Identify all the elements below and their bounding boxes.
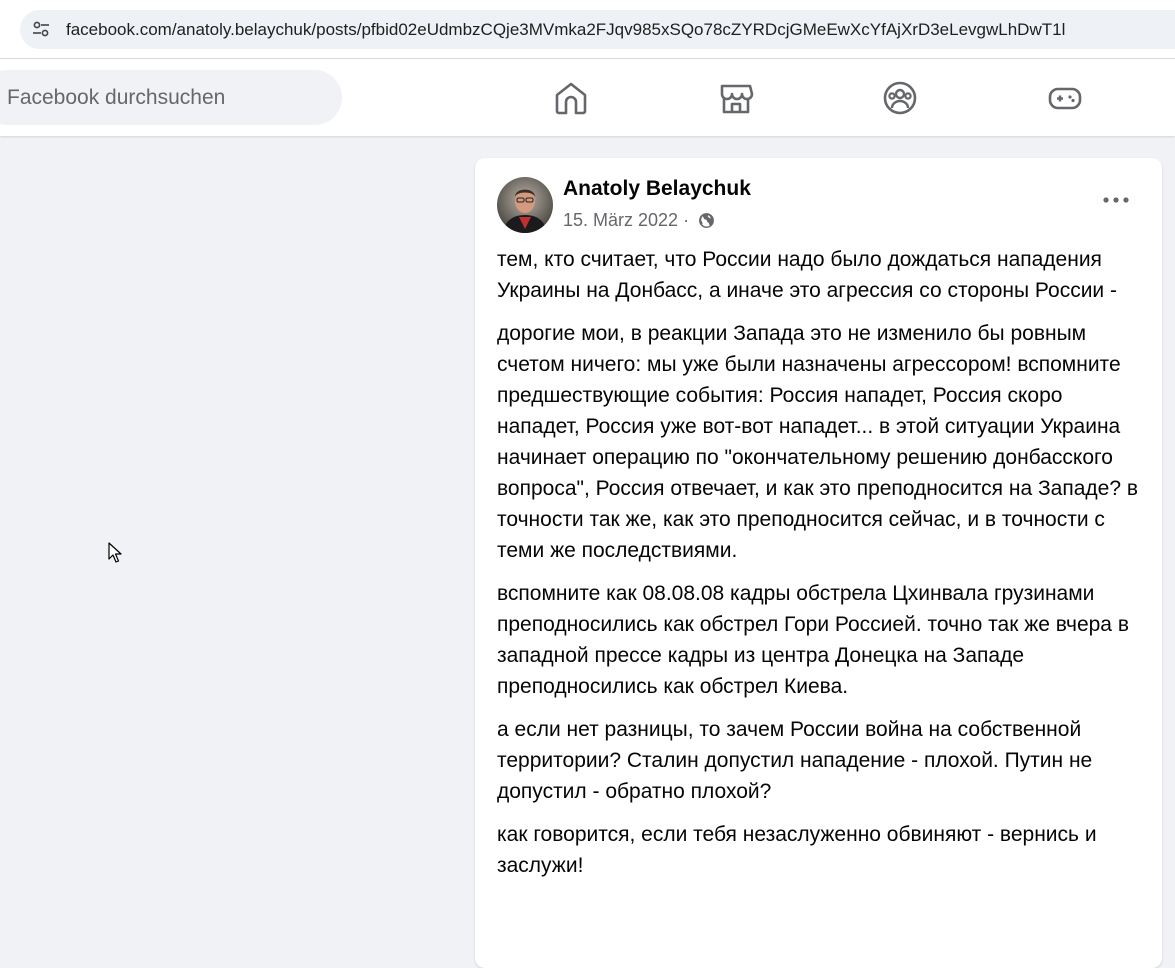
- globe-icon[interactable]: [698, 212, 715, 229]
- home-icon[interactable]: [551, 78, 591, 118]
- post-paragraph: тем, кто считает, что России надо было дождаться нападения Украины на Донбасс, а иначе это агрессия со стороны России -: [497, 248, 1117, 302]
- browser-toolbar: [0, 0, 1175, 59]
- facebook-header: [0, 59, 1175, 136]
- groups-icon[interactable]: [880, 78, 920, 118]
- post-meta: [563, 209, 715, 231]
- marketplace-icon[interactable]: [716, 78, 756, 118]
- more-horizontal-icon[interactable]: [1101, 188, 1131, 212]
- gaming-icon[interactable]: [1045, 78, 1085, 118]
- post-paragraph: как говорится, если тебя незаслуженно обвиняют - вернись и заслужи!: [497, 823, 1097, 877]
- profile-photo: [497, 177, 553, 233]
- tune-icon[interactable]: [32, 20, 50, 38]
- search-input[interactable]: [0, 70, 342, 125]
- post-author[interactable]: Anatoly Belaychuk: [563, 177, 751, 200]
- post-paragraph: вспомните как 08.08.08 кадры обстрела Цхинвала грузинами преподносились как обстрел Гори Россией. точно так же вчера в западной прессе кадры из центра Донецка на Западе преподносились как обстрел Киева.: [497, 582, 1129, 698]
- post-card: [475, 158, 1162, 968]
- post-date[interactable]: 15. März 2022: [563, 210, 679, 230]
- meta-separator: ·: [683, 210, 690, 230]
- avatar[interactable]: [497, 177, 553, 233]
- address-bar[interactable]: [20, 10, 1175, 49]
- post-paragraph: дорогие мои, в реакции Запада это не изменило бы ровным счетом ничего: мы уже были назначены агрессором! вспомните предшествующие события: Россия нападет, Россия скоро нападет, Россия уже вот-вот нападет... в этой ситуации Украина начинает операцию по "окончательному решению донбасского вопроса", Россия отвечает, и как это преподносится на Западе? в точности так же, как это преподносится сейчас, и в точности с теми же последствиями.: [497, 322, 1138, 562]
- post-paragraph: а если нет разницы, то зачем России война на собственной территории? Сталин допустил нападение - плохой. Путин не допустил - обратно плохой?: [497, 718, 1093, 803]
- address-url[interactable]: facebook.com/anatoly.belaychuk/posts/pfbid02eUdmbzCQje3MVmka2FJqv985xSQo78cZYRDcjGMeEwXcYfAjXrD3eLevgwLhDwT1l: [66, 20, 1066, 39]
- post-text: [497, 244, 1147, 893]
- mouse-cursor-icon: [108, 542, 122, 564]
